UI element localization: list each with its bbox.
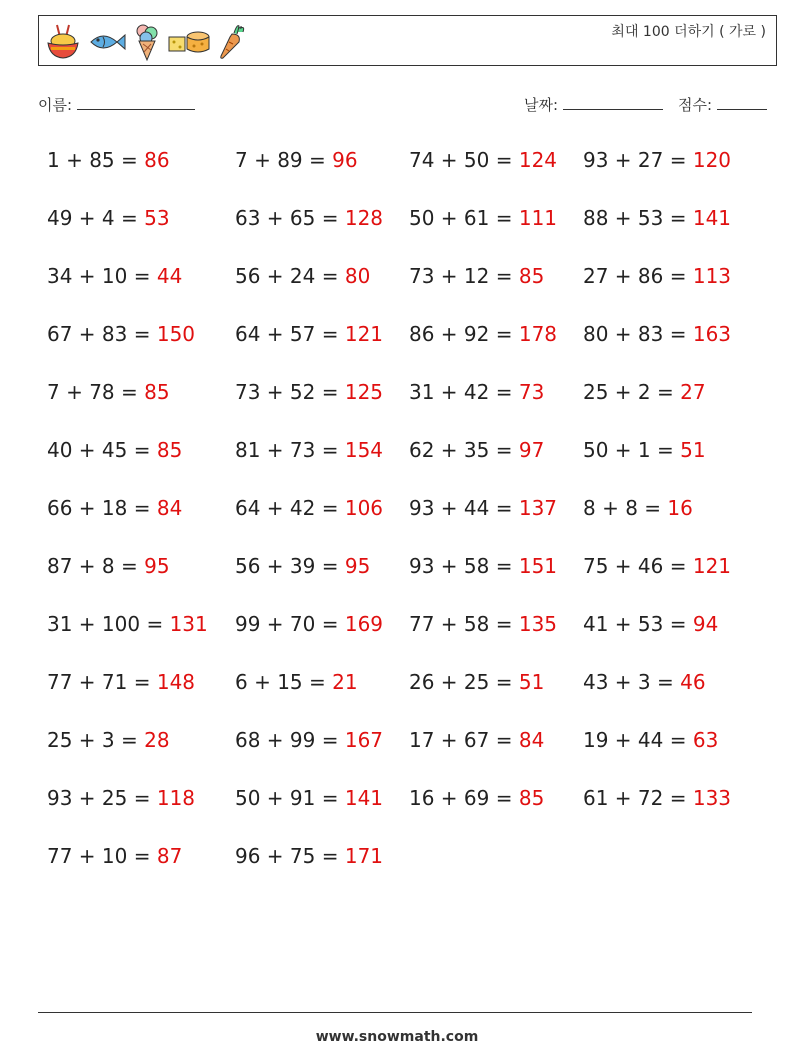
problem-item (47, 844, 182, 868)
problem-question: 50 + 91 = (235, 786, 345, 810)
problem-question: 64 + 57 = (235, 322, 345, 346)
problem-question: 50 + 1 = (583, 438, 681, 462)
problem-question: 75 + 46 = (583, 554, 693, 578)
problem-answer: 80 (344, 264, 371, 288)
problem-item (583, 670, 706, 694)
problem-answer: 141 (692, 206, 732, 230)
problem-answer: 113 (692, 264, 732, 288)
problem-item (409, 670, 544, 694)
problem-item (47, 148, 170, 172)
problem-item (235, 786, 383, 810)
problem-answer: 94 (692, 612, 719, 636)
problem-row (47, 604, 787, 662)
problem-item (47, 264, 182, 288)
problem-item (409, 380, 544, 404)
date-label: 날짜: (524, 96, 559, 114)
problem-answer: 96 (332, 148, 358, 172)
problem-question: 86 + 92 = (409, 322, 519, 346)
problem-question: 17 + 67 = (409, 728, 519, 752)
problem-question: 93 + 58 = (409, 554, 519, 578)
carrot-icon (217, 22, 247, 62)
problem-answer: 85 (518, 264, 545, 288)
name-field (38, 94, 195, 115)
problem-grid (47, 140, 787, 894)
problem-item (47, 496, 182, 520)
problem-row (47, 198, 787, 256)
problem-answer: 163 (692, 322, 732, 346)
problem-row (47, 488, 787, 546)
problem-item (583, 786, 731, 810)
problem-item (409, 438, 544, 462)
problem-question: 50 + 61 = (409, 206, 519, 230)
score-line[interactable] (717, 95, 767, 110)
problem-item (47, 670, 195, 694)
footer-url: www.snowmath.com (315, 1029, 479, 1045)
problem-question: 41 + 53 = (583, 612, 693, 636)
problem-answer: 121 (692, 554, 732, 578)
problem-item (409, 728, 544, 752)
problem-question: 64 + 42 = (235, 496, 345, 520)
problem-item (583, 612, 718, 636)
problem-answer: 169 (344, 612, 384, 636)
problem-answer: 150 (156, 322, 196, 346)
problem-question: 74 + 50 = (409, 148, 519, 172)
rice-bowl-icon (45, 23, 81, 61)
problem-question: 34 + 10 = (47, 264, 157, 288)
date-line[interactable] (563, 95, 663, 110)
problem-item (235, 438, 383, 462)
problem-question: 25 + 3 = (47, 728, 145, 752)
problem-answer: 124 (518, 148, 558, 172)
problem-question: 1 + 85 = (47, 148, 145, 172)
problem-item (235, 496, 383, 520)
problem-row (47, 430, 787, 488)
problem-question: 31 + 42 = (409, 380, 519, 404)
problem-question: 93 + 44 = (409, 496, 519, 520)
problem-answer: 151 (518, 554, 558, 578)
problem-item (409, 612, 557, 636)
problem-answer: 85 (144, 380, 170, 404)
problem-item (583, 380, 706, 404)
problem-question: 61 + 72 = (583, 786, 693, 810)
problem-question: 6 + 15 = (235, 670, 333, 694)
problem-answer: 95 (144, 554, 170, 578)
problem-item (583, 322, 731, 346)
problem-item (235, 148, 358, 172)
problem-answer: 131 (169, 612, 208, 636)
problem-item (409, 786, 544, 810)
problem-question: 73 + 12 = (409, 264, 519, 288)
problem-answer: 46 (680, 670, 706, 694)
problem-item (47, 380, 170, 404)
problem-item (47, 612, 208, 636)
problem-question: 16 + 69 = (409, 786, 519, 810)
problem-item (583, 438, 706, 462)
problem-item (583, 728, 718, 752)
problem-item (47, 728, 170, 752)
problem-answer: 97 (518, 438, 545, 462)
problem-item (409, 206, 557, 230)
problem-question: 62 + 35 = (409, 438, 519, 462)
problem-item (235, 206, 383, 230)
fish-icon (87, 27, 127, 57)
header-icons (45, 22, 247, 62)
problem-answer: 27 (680, 380, 706, 404)
problem-question: 96 + 75 = (235, 844, 345, 868)
problem-item (235, 728, 383, 752)
problem-row (47, 778, 787, 836)
problem-item (47, 554, 170, 578)
problem-question: 93 + 27 = (583, 148, 693, 172)
problem-question: 26 + 25 = (409, 670, 519, 694)
problem-row (47, 546, 787, 604)
ice-cream-icon (133, 22, 161, 62)
problem-question: 68 + 99 = (235, 728, 345, 752)
problem-answer: 120 (692, 148, 732, 172)
score-field (678, 94, 767, 115)
worksheet-title: 최대 100 더하기 ( 가로 ) (611, 24, 766, 40)
problem-answer: 51 (518, 670, 545, 694)
problem-question: 87 + 8 = (47, 554, 145, 578)
problem-answer: 53 (144, 206, 170, 230)
problem-answer: 63 (692, 728, 719, 752)
problem-item (583, 264, 731, 288)
problem-item (47, 786, 195, 810)
problem-question: 77 + 10 = (47, 844, 157, 868)
problem-question: 66 + 18 = (47, 496, 157, 520)
problem-question: 88 + 53 = (583, 206, 693, 230)
problem-answer: 84 (156, 496, 183, 520)
problem-answer: 28 (144, 728, 170, 752)
problem-item (583, 554, 731, 578)
problem-item (235, 670, 358, 694)
problem-answer: 85 (518, 786, 545, 810)
problem-answer: 106 (344, 496, 384, 520)
problem-answer: 16 (667, 496, 693, 520)
problem-row (47, 140, 787, 198)
problem-question: 67 + 83 = (47, 322, 157, 346)
problem-question: 73 + 52 = (235, 380, 345, 404)
problem-item (235, 554, 370, 578)
problem-answer: 21 (332, 670, 358, 694)
name-label: 이름: (38, 96, 73, 114)
problem-question: 56 + 39 = (235, 554, 345, 578)
problem-item (583, 496, 693, 520)
problem-answer: 133 (692, 786, 732, 810)
problem-item (409, 148, 557, 172)
problem-question: 8 + 8 = (583, 496, 668, 520)
problem-item (409, 322, 557, 346)
cheese-icon (167, 27, 211, 57)
problem-question: 43 + 3 = (583, 670, 681, 694)
name-line[interactable] (77, 95, 195, 110)
problem-question: 77 + 58 = (409, 612, 519, 636)
problem-answer: 154 (344, 438, 384, 462)
problem-answer: 95 (344, 554, 371, 578)
problem-question: 99 + 70 = (235, 612, 345, 636)
problem-item (409, 554, 557, 578)
problem-question: 7 + 78 = (47, 380, 145, 404)
worksheet-header (38, 15, 777, 66)
problem-item (409, 264, 544, 288)
problem-answer: 87 (156, 844, 183, 868)
problem-answer: 118 (156, 786, 196, 810)
problem-item (583, 206, 731, 230)
problem-answer: 121 (344, 322, 384, 346)
problem-row (47, 256, 787, 314)
problem-row (47, 836, 787, 894)
problem-item (235, 380, 383, 404)
problem-question: 40 + 45 = (47, 438, 157, 462)
problem-answer: 148 (156, 670, 196, 694)
problem-row (47, 372, 787, 430)
problem-question: 31 + 100 = (47, 612, 170, 636)
problem-item (235, 264, 370, 288)
problem-question: 63 + 65 = (235, 206, 345, 230)
problem-question: 80 + 83 = (583, 322, 693, 346)
problem-question: 49 + 4 = (47, 206, 145, 230)
problem-item (47, 206, 170, 230)
problem-question: 81 + 73 = (235, 438, 345, 462)
problem-answer: 167 (344, 728, 384, 752)
problem-answer: 44 (156, 264, 183, 288)
problem-question: 27 + 86 = (583, 264, 693, 288)
problem-row (47, 720, 787, 778)
problem-row (47, 314, 787, 372)
problem-answer: 135 (518, 612, 558, 636)
problem-item (47, 438, 182, 462)
problem-answer: 171 (344, 844, 384, 868)
problem-answer: 125 (344, 380, 384, 404)
problem-question: 19 + 44 = (583, 728, 693, 752)
problem-answer: 84 (518, 728, 545, 752)
problem-item (235, 322, 383, 346)
problem-row (47, 662, 787, 720)
problem-question: 56 + 24 = (235, 264, 345, 288)
problem-item (235, 612, 383, 636)
problem-answer: 178 (518, 322, 558, 346)
problem-answer: 141 (344, 786, 384, 810)
problem-item (235, 844, 383, 868)
footer-divider (38, 1012, 752, 1013)
problem-question: 25 + 2 = (583, 380, 681, 404)
problem-answer: 85 (156, 438, 183, 462)
problem-question: 93 + 25 = (47, 786, 157, 810)
problem-item (583, 148, 731, 172)
problem-question: 7 + 89 = (235, 148, 333, 172)
problem-answer: 86 (144, 148, 170, 172)
problem-item (47, 322, 195, 346)
problem-answer: 51 (680, 438, 706, 462)
problem-answer: 128 (344, 206, 384, 230)
score-label: 점수: (678, 96, 713, 114)
problem-item (409, 496, 557, 520)
problem-answer: 111 (518, 206, 558, 230)
problem-question: 77 + 71 = (47, 670, 157, 694)
problem-answer: 137 (518, 496, 558, 520)
problem-answer: 73 (518, 380, 545, 404)
date-field (524, 94, 663, 115)
